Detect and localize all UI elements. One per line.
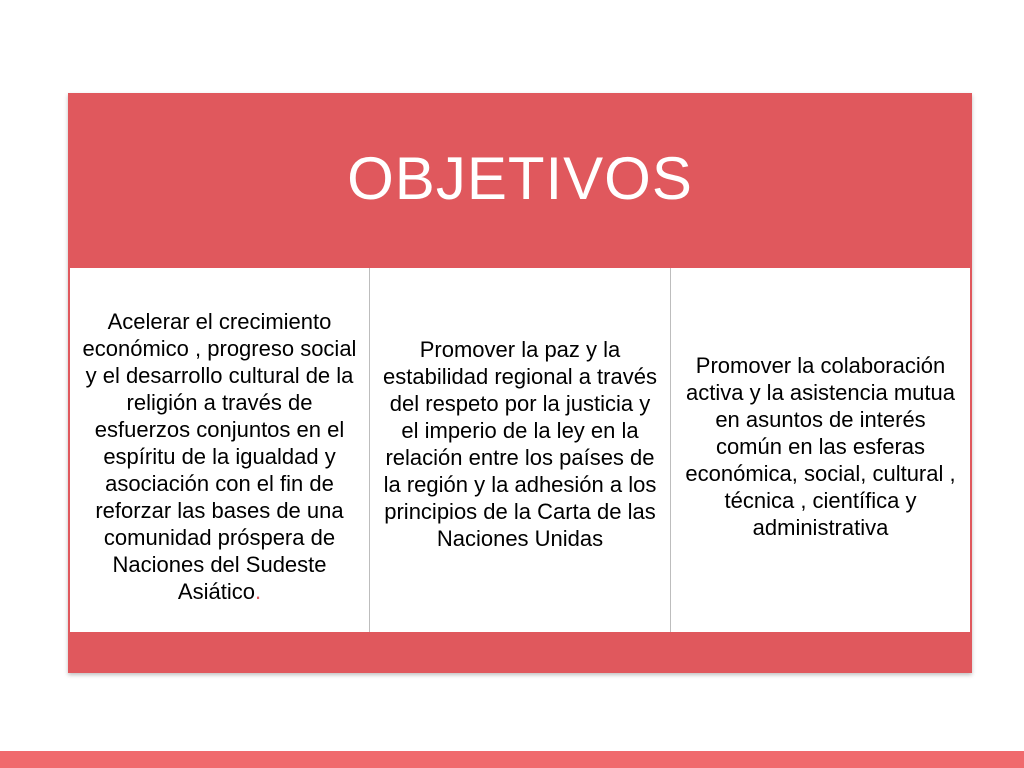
objective-text-2: Promover la paz y la estabilidad regional a través del respeto por la justicia y el imperio de la ley en la relación entre los países de la región y la adhesión a los principios de la Carta de las Naciones Unidas (383, 337, 657, 551)
objectives-columns (70, 268, 970, 632)
slide-title: OBJETIVOS (347, 145, 693, 212)
footer-stripe (0, 751, 1024, 768)
objective-text-3: Promover la colaboración activa y la asistencia mutua en asuntos de interés común en las esferas económica, social, cultural , técnica , científica y administrativa (685, 352, 956, 540)
objective-trailing-dot: . (254, 579, 262, 604)
objective-cell-2 (369, 268, 670, 632)
title-band (68, 93, 972, 268)
objective-body-1: Acelerar el crecimiento económico , progreso social y el desarrollo cultural de la religión a través de esfuerzos conjuntos en el espíritu de la igualdad y asociación con el fin de reforzar las bases de una comunidad próspera de Naciones del Sudeste Asiático (82, 309, 357, 604)
objective-cell-3 (670, 268, 970, 632)
objective-text-1 (80, 308, 359, 605)
objective-cell-1 (70, 268, 369, 632)
objectives-table (68, 93, 972, 673)
bottom-band (68, 632, 972, 673)
